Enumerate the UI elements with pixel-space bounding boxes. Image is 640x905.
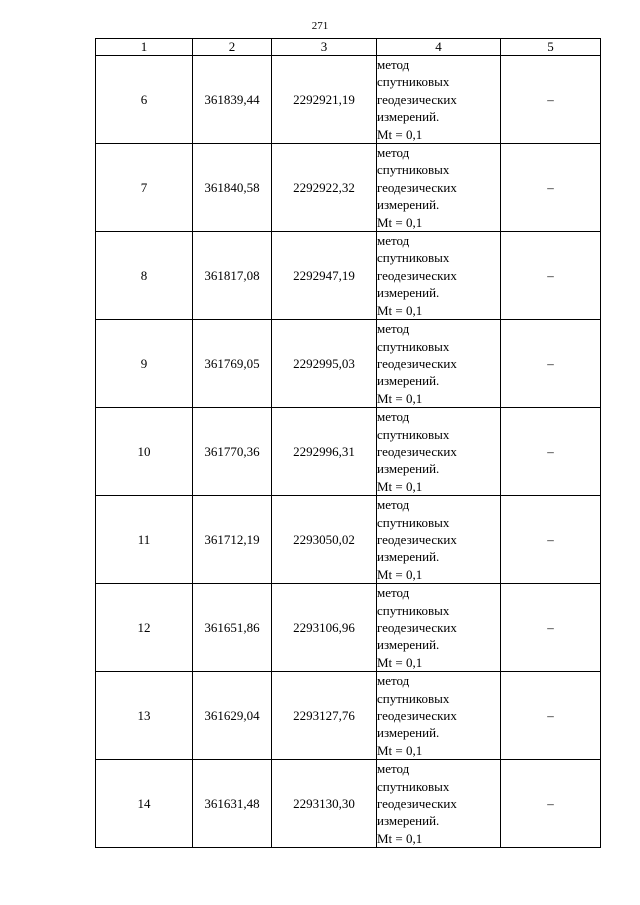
method-line: измерений. <box>377 285 440 301</box>
coordinate-y: 2292922,32 <box>272 144 377 232</box>
header-row <box>96 39 601 56</box>
note-dash: – <box>501 672 601 760</box>
method-line: геодезических <box>377 355 457 371</box>
table-row <box>96 672 601 760</box>
method-line: метод <box>377 585 410 601</box>
method-line: Mt = 0,1 <box>377 830 423 846</box>
note-dash: – <box>501 760 601 848</box>
coordinate-y: 2292921,19 <box>272 56 377 144</box>
table-header <box>96 39 601 56</box>
point-number: 14 <box>96 760 193 848</box>
coordinate-y: 2292995,03 <box>272 320 377 408</box>
method-line: Mt = 0,1 <box>377 654 423 670</box>
point-number: 8 <box>96 232 193 320</box>
column-header-2: 2 <box>193 39 272 56</box>
method-description <box>377 496 501 584</box>
method-line: спутниковых <box>377 514 450 530</box>
method-line: геодезических <box>377 796 457 812</box>
coordinate-x: 361769,05 <box>193 320 272 408</box>
method-description <box>377 672 501 760</box>
table-row <box>96 56 601 144</box>
coordinate-y: 2293127,76 <box>272 672 377 760</box>
method-line: спутниковых <box>377 250 450 266</box>
method-line: метод <box>377 57 410 72</box>
coordinate-y: 2292947,19 <box>272 232 377 320</box>
method-line: измерений. <box>377 813 440 829</box>
page-number: 271 <box>311 20 329 32</box>
coordinate-x: 361839,44 <box>193 56 272 144</box>
method-line: метод <box>377 145 410 161</box>
note-dash: – <box>501 584 601 672</box>
method-line: Mt = 0,1 <box>377 390 423 406</box>
method-line: измерений. <box>377 373 440 389</box>
note-dash: – <box>501 144 601 232</box>
table-row <box>96 584 601 672</box>
coordinate-y: 2293130,30 <box>272 760 377 848</box>
method-description <box>377 408 501 496</box>
method-line: метод <box>377 321 410 337</box>
coordinate-x: 361840,58 <box>193 144 272 232</box>
method-line: спутниковых <box>377 690 450 706</box>
table-row <box>96 760 601 848</box>
point-number: 7 <box>96 144 193 232</box>
method-line: измерений. <box>377 197 440 213</box>
method-description <box>377 56 501 144</box>
method-line: метод <box>377 761 410 777</box>
coordinate-x: 361770,36 <box>193 408 272 496</box>
method-line: измерений. <box>377 637 440 653</box>
method-line: спутниковых <box>377 778 450 794</box>
method-line: геодезических <box>377 620 457 635</box>
coordinate-x: 361817,08 <box>193 232 272 320</box>
point-number: 11 <box>96 496 193 584</box>
point-number: 12 <box>96 584 193 672</box>
coordinate-y: 2293050,02 <box>272 496 377 584</box>
method-line: измерений. <box>377 461 440 477</box>
method-line: геодезических <box>377 531 457 547</box>
coordinates-table <box>95 38 601 848</box>
method-line: Mt = 0,1 <box>377 302 423 318</box>
table-row <box>96 408 601 496</box>
note-dash: – <box>501 56 601 144</box>
point-number: 13 <box>96 672 193 760</box>
method-line: геодезических <box>377 267 457 283</box>
method-line: измерений. <box>377 109 440 125</box>
method-line: Mt = 0,1 <box>377 566 423 582</box>
coordinate-y: 2292996,31 <box>272 408 377 496</box>
method-line: измерений. <box>377 549 440 565</box>
coordinate-x: 361631,48 <box>193 760 272 848</box>
method-line: метод <box>377 497 410 513</box>
column-header-4: 4 <box>377 39 501 56</box>
coordinate-y: 2293106,96 <box>272 584 377 672</box>
method-line: измерений. <box>377 725 440 741</box>
method-description <box>377 760 501 848</box>
coordinate-x: 361712,19 <box>193 496 272 584</box>
method-line: Mt = 0,1 <box>377 478 423 494</box>
coordinate-x: 361629,04 <box>193 672 272 760</box>
method-line: спутниковых <box>377 426 450 442</box>
point-number: 10 <box>96 408 193 496</box>
point-number: 9 <box>96 320 193 408</box>
note-dash: – <box>501 320 601 408</box>
method-line: метод <box>377 409 410 425</box>
table-row <box>96 144 601 232</box>
method-description <box>377 584 501 672</box>
method-line: спутниковых <box>377 338 450 354</box>
note-dash: – <box>501 232 601 320</box>
column-header-5: 5 <box>501 39 601 56</box>
method-line: Mt = 0,1 <box>377 126 423 142</box>
note-dash: – <box>501 408 601 496</box>
method-line: Mt = 0,1 <box>377 742 423 758</box>
table-row <box>96 232 601 320</box>
method-line: Mt = 0,1 <box>377 214 423 230</box>
method-description <box>377 232 501 320</box>
method-line: геодезических <box>377 91 457 107</box>
method-description <box>377 320 501 408</box>
method-line: спутниковых <box>377 74 450 90</box>
method-line: геодезических <box>377 708 457 724</box>
method-line: спутниковых <box>377 162 450 178</box>
method-line: спутниковых <box>377 602 450 618</box>
coordinate-x: 361651,86 <box>193 584 272 672</box>
note-dash: – <box>501 496 601 584</box>
table-row <box>96 320 601 408</box>
method-line: метод <box>377 673 410 689</box>
point-number: 6 <box>96 56 193 144</box>
method-description <box>377 144 501 232</box>
table-row <box>96 496 601 584</box>
table-body <box>96 56 601 848</box>
method-line: метод <box>377 233 410 249</box>
column-header-1: 1 <box>96 39 193 56</box>
method-line: геодезических <box>377 443 457 459</box>
column-header-3: 3 <box>272 39 377 56</box>
method-line: геодезических <box>377 179 457 195</box>
